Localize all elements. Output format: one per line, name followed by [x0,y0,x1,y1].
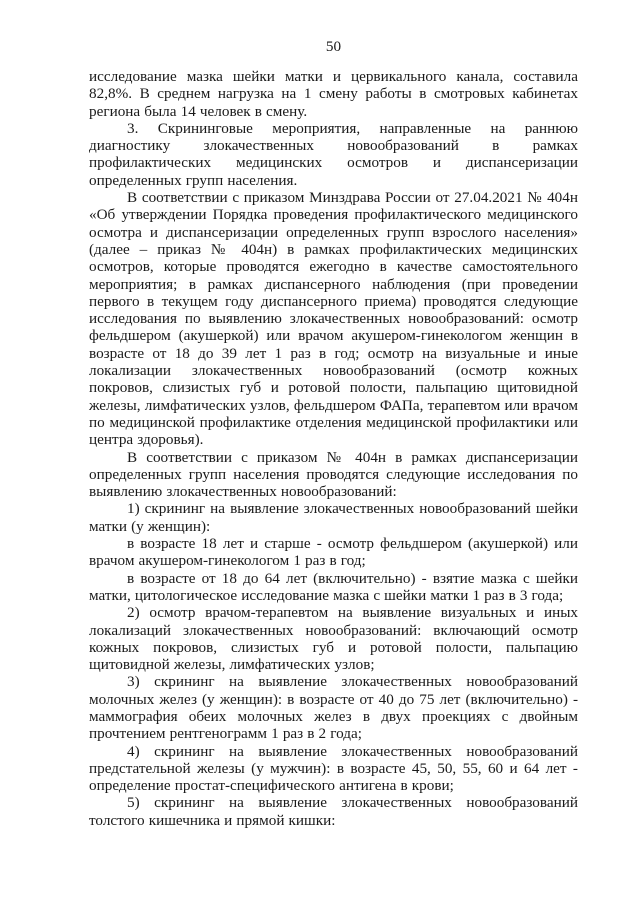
paragraph: В соответствии с приказом Минздрава России от 27.04.2021 № 404н «Об утверждении Порядка проведения профилактического медицинского осмотра и диспансеризации определенных групп взрослого населения» (далее – приказ № 404н) в рамках профилактических медицинских осмотров, которые проводятся ежегодно в качестве самостоятельного мероприятия; в рамках диспансерного наблюдения (при проведении первого в текущем году диспансерного приема) проводятся следующие исследования по выявлению злокачественных новообразований: осмотр фельдшером (акушеркой) или врачом акушером-гинекологом женщин в возрасте от 18 до 39 лет 1 раз в год; осмотр на визуальные и иные локализации злокачественных новообразований (осмотр кожных покровов, слизистых губ и ротовой полости, пальпацию щитовидной железы, лимфатических узлов, фельдшером ФАПа, терапевтом или врачом по медицинской профилактике отделения медицинской профилактики или центра здоровья). [89,189,578,449]
paragraph: 3. Скрининговые мероприятия, направленные на раннюю диагностику злокачественных новообразований в рамках профилактических медицинских осмотров и диспансеризации определенных групп населения. [89,119,578,189]
paragraph: 1) скрининг на выявление злокачественных новообразований шейки матки (у женщин): [89,500,578,535]
paragraph: в возрасте от 18 до 64 лет (включительно) - взятие мазка с шейки матки, цитологическое исследование мазка с шейки матки 1 раз в 3 года; [89,569,578,604]
page-number: 50 [325,38,342,55]
paragraph: 5) скрининг на выявление злокачественных новообразований толстого кишечника и прямой кишки: [89,794,578,829]
paragraph: исследование мазка шейки матки и цервикального канала, составила 82,8%. В среднем нагрузка на 1 смену работы в смотровых кабинетах региона была 14 человек в смену. [89,68,578,120]
paragraph: 2) осмотр врачом-терапевтом на выявление визуальных и иных локализаций злокачественных новообразований: включающий осмотр кожных покровов, слизистых губ и ротовой полости, пальпацию щитовидной железы, лимфатических узлов; [89,604,578,674]
paragraph: 4) скрининг на выявление злокачественных новообразований предстательной железы (у мужчин): в возрасте 45, 50, 55, 60 и 64 лет - определение простат-специфического антигена в крови; [89,742,578,795]
paragraph: в возрасте 18 лет и старше - осмотр фельдшером (акушеркой) или врачом акушером-гинекологом 1 раз в год; [89,535,578,570]
paragraph: 3) скрининг на выявление злокачественных новообразований молочных желез (у женщин): в возрасте от 40 до 75 лет (включительно) - маммография обеих молочных желез в двух проекциях с двойным прочтением рентгенограмм 1 раз в 2 года; [89,673,578,743]
document-body [89,68,578,829]
paragraph: В соответствии с приказом № 404н в рамках диспансеризации определенных групп населения проводятся следующие исследования по выявлению злокачественных новообразований: [89,448,578,501]
